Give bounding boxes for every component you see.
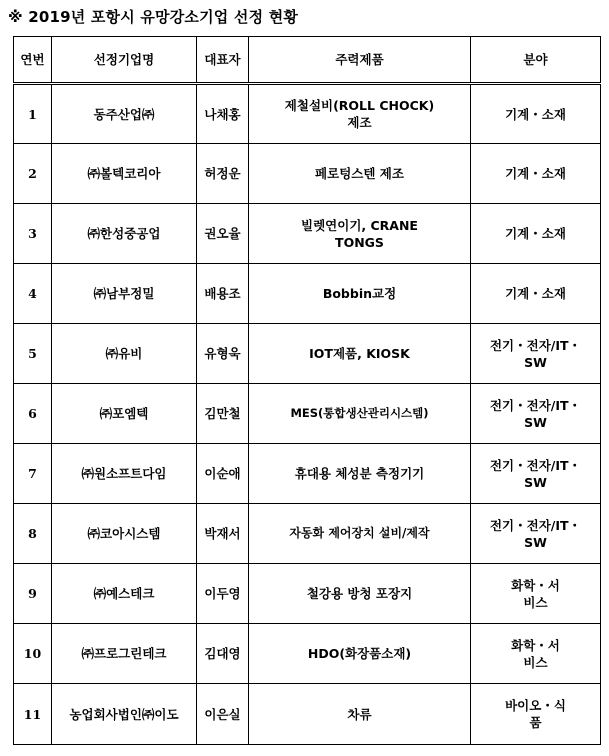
row-rep: 나채홍 xyxy=(197,84,249,144)
document-title: ※ 2019년 포항시 유망강소기업 선정 현황 xyxy=(8,8,299,26)
row-field: 전기・전자/IT・SW xyxy=(471,324,601,384)
header-rep: 대표자 xyxy=(197,37,249,84)
row-rep: 박재서 xyxy=(197,504,249,564)
table-row xyxy=(14,264,601,324)
table-row xyxy=(14,504,601,564)
row-company: ㈜코아시스템 xyxy=(52,504,197,564)
row-company: 동주산업㈜ xyxy=(52,84,197,144)
header-product: 주력제품 xyxy=(249,37,471,84)
row-no: 9 xyxy=(14,564,52,624)
row-no: 1 xyxy=(14,84,52,144)
row-rep: 권오율 xyxy=(197,204,249,264)
row-product: 차류 xyxy=(249,684,471,745)
company-table xyxy=(13,36,601,745)
row-product: 철강용 방청 포장지 xyxy=(249,564,471,624)
row-no: 7 xyxy=(14,444,52,504)
table-row xyxy=(14,564,601,624)
row-rep: 이두영 xyxy=(197,564,249,624)
row-no: 5 xyxy=(14,324,52,384)
header-company: 선정기업명 xyxy=(52,37,197,84)
header-no: 연번 xyxy=(14,37,52,84)
row-company: 농업회사법인㈜이도 xyxy=(52,684,197,745)
row-product: 페로텅스텐 제조 xyxy=(249,144,471,204)
row-product: MES(통합생산관리시스템) xyxy=(249,384,471,444)
row-rep: 김대영 xyxy=(197,624,249,684)
table-row xyxy=(14,684,601,745)
table-row xyxy=(14,624,601,684)
row-product: IOT제품, KIOSK xyxy=(249,324,471,384)
row-field: 기계・소재 xyxy=(471,204,601,264)
table-row xyxy=(14,444,601,504)
table-row xyxy=(14,144,601,204)
row-product: 빌렛연이기, CRANE TONGS xyxy=(249,204,471,264)
row-field: 화학・서비스 xyxy=(471,624,601,684)
row-no: 3 xyxy=(14,204,52,264)
table-row xyxy=(14,324,601,384)
row-product: Bobbin교정 xyxy=(249,264,471,324)
row-field: 전기・전자/IT・SW xyxy=(471,504,601,564)
row-field: 바이오・식품 xyxy=(471,684,601,745)
row-field: 기계・소재 xyxy=(471,84,601,144)
row-field: 전기・전자/IT・SW xyxy=(471,444,601,504)
row-company: ㈜유비 xyxy=(52,324,197,384)
header-field: 분야 xyxy=(471,37,601,84)
row-field: 화학・서비스 xyxy=(471,564,601,624)
table-row xyxy=(14,384,601,444)
row-no: 4 xyxy=(14,264,52,324)
row-field: 전기・전자/IT・SW xyxy=(471,384,601,444)
row-company: ㈜한성중공업 xyxy=(52,204,197,264)
row-product: 제철설비(ROLL CHOCK) 제조 xyxy=(249,84,471,144)
row-company: ㈜포엠텍 xyxy=(52,384,197,444)
row-rep: 유형욱 xyxy=(197,324,249,384)
row-no: 10 xyxy=(14,624,52,684)
row-no: 2 xyxy=(14,144,52,204)
row-field: 기계・소재 xyxy=(471,264,601,324)
table-header-row xyxy=(14,37,601,84)
table-row xyxy=(14,84,601,144)
row-no: 11 xyxy=(14,684,52,745)
row-product: 휴대용 체성분 측정기기 xyxy=(249,444,471,504)
row-rep: 이순애 xyxy=(197,444,249,504)
row-rep: 이은실 xyxy=(197,684,249,745)
row-company: ㈜프로그린테크 xyxy=(52,624,197,684)
row-product: 자동화 제어장치 설비/제작 xyxy=(249,504,471,564)
row-company: ㈜볼텍코리아 xyxy=(52,144,197,204)
table-row xyxy=(14,204,601,264)
row-rep: 배용조 xyxy=(197,264,249,324)
row-product: HDO(화장품소재) xyxy=(249,624,471,684)
row-company: ㈜예스테크 xyxy=(52,564,197,624)
row-company: ㈜남부정밀 xyxy=(52,264,197,324)
row-rep: 허정운 xyxy=(197,144,249,204)
row-company: ㈜원소프트다임 xyxy=(52,444,197,504)
row-field: 기계・소재 xyxy=(471,144,601,204)
row-no: 6 xyxy=(14,384,52,444)
row-rep: 김만철 xyxy=(197,384,249,444)
row-no: 8 xyxy=(14,504,52,564)
